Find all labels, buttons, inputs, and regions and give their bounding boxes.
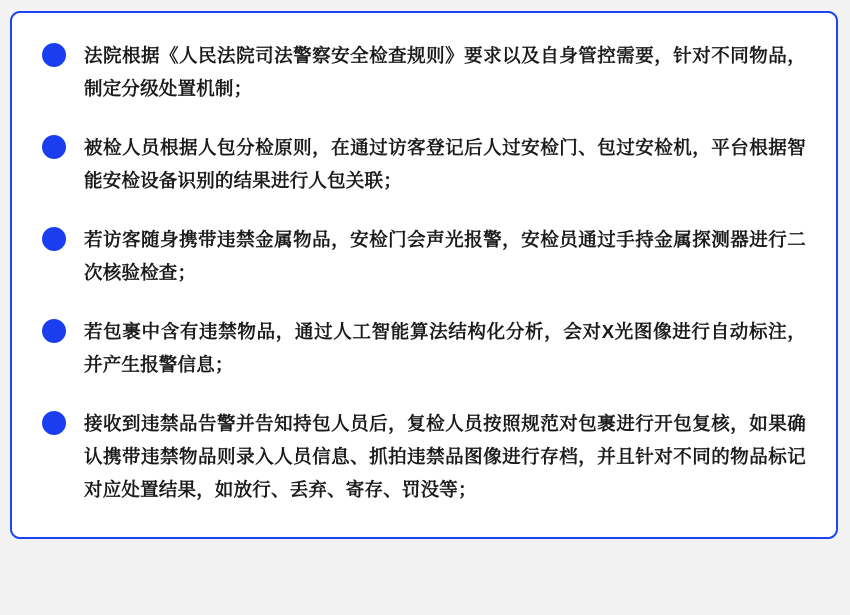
list-item-text: 被检人员根据人包分检原则，在通过访客登记后人过安检门、包过安检机，平台根据智能安检设备识别的结果进行人包关联； bbox=[84, 137, 806, 191]
bullet-dot-icon bbox=[42, 319, 66, 343]
list-item-text: 接收到违禁品告警并告知持包人员后，复检人员按照规范对包裹进行开包复核，如果确认携带违禁物品则录入人员信息、抓拍违禁品图像进行存档，并且针对不同的物品标记对应处置结果，如放行、丢弃、寄存、罚没等； bbox=[84, 413, 806, 500]
list-item-text: 若访客随身携带违禁金属物品，安检门会声光报警，安检员通过手持金属探测器进行二次核验检查； bbox=[84, 229, 806, 283]
list-item bbox=[42, 315, 806, 381]
list-item bbox=[42, 407, 806, 506]
list-item bbox=[42, 39, 806, 105]
bullet-dot-icon bbox=[42, 135, 66, 159]
bullet-dot-icon bbox=[42, 411, 66, 435]
content-card bbox=[10, 11, 838, 539]
list-item-text: 法院根据《人民法院司法警察安全检查规则》要求以及自身管控需要，针对不同物品，制定分级处置机制； bbox=[84, 45, 806, 99]
list-item-text: 若包裹中含有违禁物品，通过人工智能算法结构化分析，会对X光图像进行自动标注，并产生报警信息； bbox=[84, 321, 806, 375]
bullet-dot-icon bbox=[42, 43, 66, 67]
list-item bbox=[42, 131, 806, 197]
procedure-list bbox=[42, 39, 806, 506]
list-item bbox=[42, 223, 806, 289]
bullet-dot-icon bbox=[42, 227, 66, 251]
